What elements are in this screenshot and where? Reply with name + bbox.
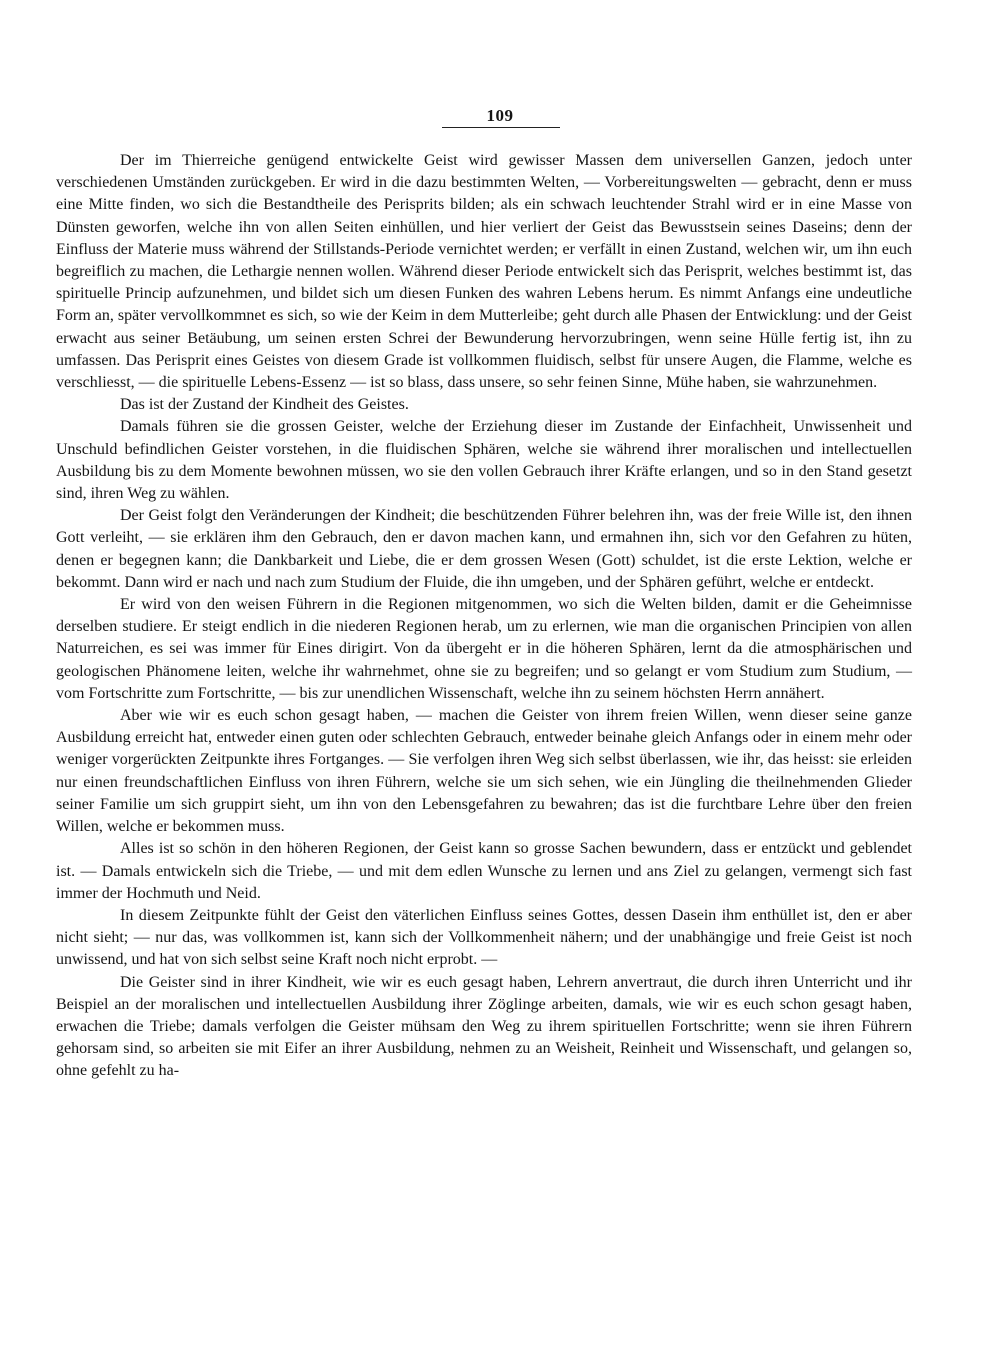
paragraph: Das ist der Zustand der Kindheit des Geistes. <box>120 396 409 414</box>
paragraph: Der im Thierreiche genügend entwickelte Geist wird gewisser Massen dem universellen Ganzen, jedoch unter verschiedenen Umständen zurückgeben. Er wird in die dazu bestimmten Welten, — Vorbereitungswelten — gebracht, denn er muss eine Mitte finden, wo sich die Bestandtheile des Perisprits bilden; als ein schwach leuchtender Strahl wird er in eine Masse von Dünsten geworfen, welche ihn von allen Seiten einhüllen, und hier verliert der Geist das Bewusstsein seines Daseins; denn der Einfluss der Materie muss während der Stillstands-Periode vernichtet werden; er verfällt in einen Zustand, welchen wir, um ihn euch begreiflich zu machen, die Lethargie nennen wollen. Während dieser Periode entwickelt sich das Perisprit, welches bestimmt ist, das spirituelle Princip aufzunehmen, und bildet sich um diesen Funken des wahren Lebens herum. Es nimmt Anfangs eine undeutliche Form an, später vervollkommnet es sich, so wie der Keim in dem Mutterleibe; geht durch alle Phasen der Entwicklung: und der Geist erwacht aus seiner Betäubung, um seinen ersten Schrei der Bewunderung hervorzubringen, wenn seine Hülle fertig ist, ihn zu umfassen. Das Perisprit eines Geistes von diesem Grade ist vollkommen fluidisch, selbst für unsere Augen, die Flamme, welche es verschliesst, — die spirituelle Lebens-Essenz — ist so blass, dass unsere, so sehr feinen Sinne, Mühe haben, sie wahrzunehmen. <box>56 152 912 392</box>
paragraph: Aber wie wir es euch schon gesagt haben, — machen die Geister von ihrem freien Willen, wenn dieser seine ganze Ausbildung erreicht hat, entweder einen guten oder schlechten Gebrauch, entweder beinahe gleich Anfangs oder in einem mehr oder weniger vorgerückten Zeitpunkte ihres Fortganges. — Sie verfolgen ihren Weg sich selbst überlassen, wie ihr, das heisst: sie erleiden nur einen freundschaftlichen Einfluss von ihren Führern, welche sie um sich sehen, wie ein Jüngling die theilnehmenden Glieder seiner Familie um sich gruppirt sieht, um ihn von den Lebensgefahren zu bewahren; das ist die furchtbare Lehre über den freien Willen, welche er bekommen muss. <box>56 707 912 836</box>
paragraph: In diesem Zeitpunkte fühlt der Geist den väterlichen Einfluss seines Gottes, dessen Dasein ihm enthüllet ist, den er aber nicht sieht; — nur das, was vollkommen ist, kann sich der Vollkommenheit nähern; und der unabhängige und freie Geist ist noch unwissend, und hat von sich selbst seine Kraft noch nicht erprobt. — <box>56 906 912 969</box>
paragraph: Er wird von den weisen Führern in die Regionen mitgenommen, wo sich die Welten bilden, damit er die Geheimnisse derselben studiere. Er steigt endlich in die niederen Regionen herab, um zu erlernen, wie man die organischen Principien von allen Naturreichen, es sei was immer für Eines dirigirt. Von da übergeht er in die höheren Sphären, lernt da die atmosphärischen und geologischen Phänomene leiten, welche ihr wahrnehmet, ohne sie zu begreifen; und so gelangt er vom Studium zum Studium, — vom Fortschritte zum Fortschritte, — bis zur unendlichen Wissenschaft, welche ihn zu seinem höchsten Herrn annähert. <box>56 596 912 702</box>
body-text <box>56 150 912 1083</box>
page-number: 109 <box>486 106 514 125</box>
paragraph: Alles ist so schön in den höheren Regionen, der Geist kann so grosse Sachen bewundern, dass er entzückt und geblendet ist. — Damals entwickeln sich die Triebe, — und mit dem edlen Wunsche zu lernen und ans Ziel zu gelangen, vermengt sich fast immer der Hochmuth und Neid. <box>56 840 912 902</box>
paragraph: Der Geist folgt den Veränderungen der Kindheit; die beschützenden Führer belehren ihn, was der freie Wille ist, den ihnen Gott verleiht, — sie erklären ihm den Gebrauch, den er davon machen kann, und ermahnen ihn, sich vor den Gefahren zu hüten, denen er begegnen kann; die Dankbarkeit und Liebe, die er dem grossen Wesen (Gott) schuldet, ist die erste Lektion, welche er bekommt. Dann wird er nach und nach zum Studium der Fluide, die ihn umgeben, und der Sphären geführt, welche er entdeckt. <box>56 507 912 591</box>
paragraph: Damals führen sie die grossen Geister, welche der Erziehung dieser im Zustande der Einfachheit, Unwissenheit und Unschuld befindlichen Geister vorstehen, in die fluidischen Sphären, welche sie während ihrer moralischen und intellectuellen Ausbildung bis zu dem Momente bewohnen müssen, wo sie den vollen Gebrauch ihrer Kräfte erlangen, und so in den Stand gesetzt sind, ihren Weg zu wählen. <box>56 418 912 503</box>
paragraph: Die Geister sind in ihrer Kindheit, wie wir es euch gesagt haben, Lehrern anvertraut, die durch ihren Unterricht und ihr Beispiel an der moralischen und intellectuellen Ausbildung ihrer Zöglinge arbeiten, damals, wie wir es euch schon gesagt haben, erwachen die Triebe; damals verfolgen die Geister mühsam den Weg zu ihrem spirituellen Fortschritte; wenn sie ihren Führern gehorsam sind, so arbeiten sie mit Eifer an ihrer Ausbildung, nehmen zu an Weisheit, Reinheit und Wissenschaft, und gelangen so, ohne gefehlt zu ha- <box>56 973 912 1080</box>
page-number-rule <box>442 127 560 128</box>
